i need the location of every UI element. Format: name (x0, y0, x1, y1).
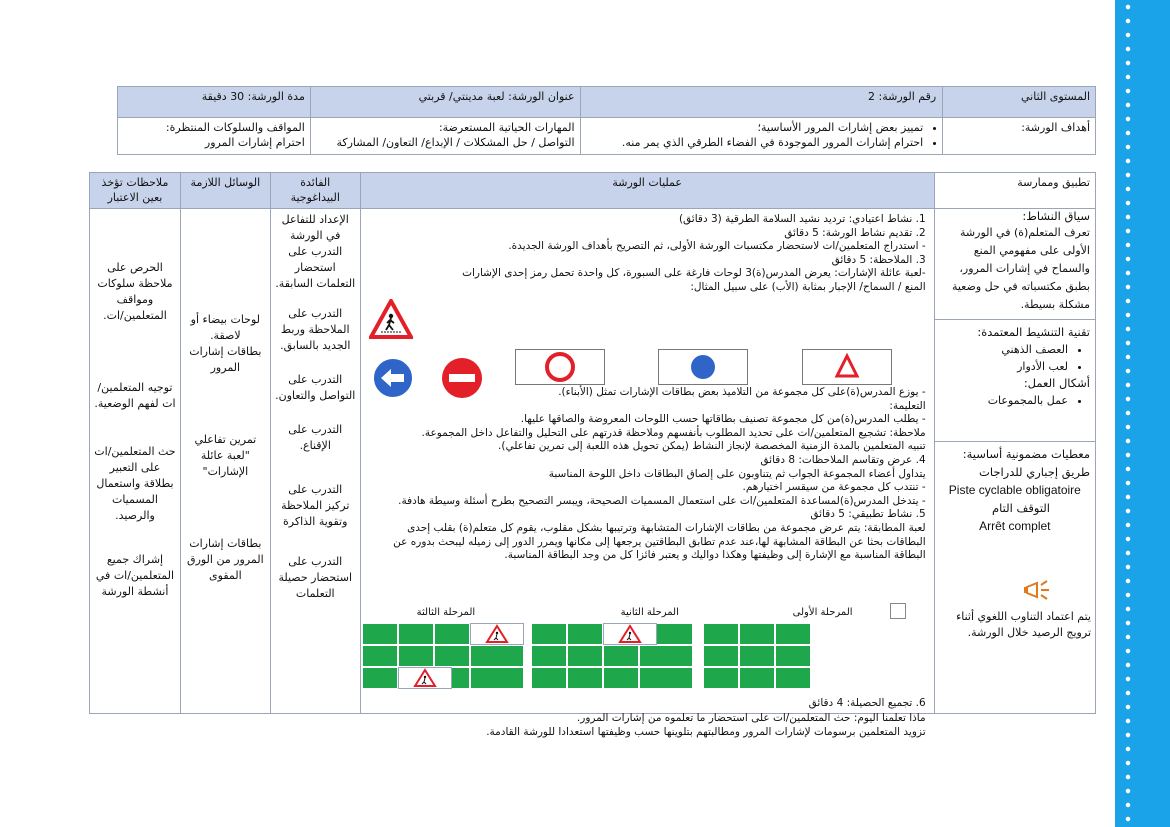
notes-header (90, 173, 181, 209)
decorative-dots (1125, 0, 1131, 827)
note-3: حث المتعلمين/ات على التعبير بطلاقة واستعمال المسميات والرصيد. (94, 445, 176, 522)
skills-label: المهارات الحياتية المستعرضة: (438, 121, 575, 134)
op-line: -لعبة عائلة الإشارات: يعرض المدرس(ة)3 لوحات فارغة على السبورة، كل واحدة تحمل رمز إحدى الإشارات (462, 267, 926, 280)
goals-cell (580, 118, 943, 155)
note-4: إشراك جميع المتعلمين/ات في أنشطة الورشة (95, 553, 175, 598)
benefit-1: الإعداد للتفاعل في الورشة (281, 213, 349, 242)
header-table (117, 86, 1096, 155)
language-note: يتم اعتماد التناوب اللغوي أثناء ترويج الرصيد خلال الورشة. (956, 610, 1091, 639)
forms-label: أشكال العمل: (1023, 376, 1090, 390)
skills: التواصل / حل المشكلات / الإبداع/ التعاون/ المشاركة (336, 136, 575, 149)
note-1: الحرص على ملاحظة سلوكات ومواقف المتعلمين/ات. (97, 261, 173, 322)
context-block (935, 209, 1095, 319)
means-3: تمرين تفاعلي "لعبة عائلة الإشارات" (194, 433, 257, 478)
pedestrian-card-icon (470, 623, 524, 645)
operations-text-a (462, 213, 926, 295)
note-2: توجيه المتعلمين/ات لفهم الوضعية. (94, 381, 176, 410)
benefit-6: التدرب على تركيز الملاحظة وتقوية الذاكرة (281, 483, 350, 528)
phase-3-label: المرحلة الثالثة (416, 607, 476, 618)
benefit-cell (270, 209, 360, 714)
op-line: 6. تجميع الحصيلة: 4 دقائق (808, 697, 926, 709)
attitudes: احترام إشارات المرور (204, 136, 305, 149)
means-header (180, 173, 270, 209)
op-line: المنع / السماح/ الإجبار بمثابة (الأب) على سبيل المثال: (690, 280, 926, 293)
level-cell (943, 87, 1096, 118)
level: المستوى الثاني (1021, 90, 1090, 103)
op-line: - يتدخل المدرس(ة)لمساعدة المتعلمين/ات على استعمال المسميات الصحيحة، ويبسر التصحيح بطرح أسئلة وسيطة هادفة. (398, 494, 926, 507)
workshop-no-cell (580, 87, 943, 118)
workshop-no: رقم الورشة: 2 (868, 90, 937, 103)
content-fr1: Piste cyclable obligatoire (948, 483, 1081, 497)
attitudes-label: المواقف والسلوكات المنتظرة: (165, 121, 305, 134)
op-line: 3. الملاحظة: 5 دقائق (831, 253, 926, 266)
benefit-header (270, 173, 360, 209)
op-line: 5. نشاط تطبيقي: 5 دقائق (810, 508, 926, 521)
warning-board (802, 349, 892, 385)
technique-item: • العصف الذهني (940, 341, 1068, 358)
phase-2-label: المرحلة الثانية (620, 607, 679, 618)
main-table (89, 172, 1096, 738)
operations-text-c (809, 697, 926, 711)
content-fr2: Arrêt complet (979, 519, 1051, 533)
op-line: البطاقة المناسبة مع الإشارة إلى وظيفتها وهكذا دواليك و يعتبر فائزا كل من وجد البطاقة المناسبة. (504, 549, 926, 562)
operations-text-b (393, 386, 925, 563)
op-line: ملاحظة: تشجيع المتعلمين/ات على تحديد المطلوب بأنفسهم وملاحظة قدرتهم على التحليل والتفاعل داخل المجموعة. (421, 426, 926, 439)
goals-label-cell (943, 118, 1096, 155)
op-line: يتداول أعضاء المجموعة الجواب ثم يتناوبون على إلصاق البطاقات داخل اللوحة المناسبة (548, 467, 926, 480)
op-line: 1. نشاط اعتيادي: ترديد نشيد السلامة الطرقية (3 دقائق) (678, 213, 926, 225)
skills-cell (310, 118, 580, 155)
notes-title: ملاحظات تؤخذ بعين الاعتبار (101, 176, 169, 204)
duration: مدة الورشة: 30 دقيقة (201, 90, 305, 103)
op-line: التعليمة: (889, 399, 926, 412)
attitudes-cell (118, 118, 311, 155)
pedestrian-card-icon (603, 623, 657, 645)
content-ar1: طريق إجباري للدراجات (979, 465, 1090, 479)
technique-item: • لعب الأدوار (940, 358, 1068, 375)
apply-header (934, 173, 1095, 209)
means-4: بطاقات إشارات المرور من الورق المقوى (187, 537, 264, 582)
operations-header (360, 173, 934, 209)
apply-title: تطبيق وممارسة (1017, 176, 1090, 189)
op-line: البطاقات بحثا عن البطاقة المشابهة لها،عند عدم تطابق البطاقتين يرجعها إلى مكانها ويمرر الدور إلى زميله ليبحث بدوره عن (393, 535, 926, 548)
goal-item: • تمييز بعض إشارات المرور الأساسية؛ (586, 120, 924, 135)
pedestrian-warning-sign (369, 299, 413, 343)
phase-3-cards (362, 623, 524, 689)
mandatory-board (658, 349, 748, 385)
content-block (935, 445, 1095, 535)
goal-item: • احترام إشارات المرور الموجودة في الفضاء الطرقي الذي يمر منه. (586, 135, 924, 150)
operations-cell (360, 209, 934, 738)
context-text: تعرف المتعلم(ة) في الورشة الأولى على مفهومي المنع والسماح في إشارات المرور، بطبق مكتسباته في حل وضعية مشكلة بسيطة. (951, 226, 1090, 311)
means-title: الوسائل اللازمة (190, 176, 261, 189)
phase-2-grid (531, 623, 693, 689)
operations-title: عمليات الورشة (612, 176, 682, 189)
right-info-cell (934, 209, 1095, 714)
op-line: تزويد المتعلمين برسومات لإشارات المرور ومطالبتهم بتلوينها حسب وظيفتها استعدادا للورشة القادمة. (486, 725, 926, 738)
op-line: تنبيه المتعلمين بالمدة الزمنية المخصصة لإنجاز النشاط (يمكن تحويل هذه اللعبة إلى تمرين تفاعلي). (498, 440, 926, 453)
op-line: - استدراج المتعلمين/ات لاستحضار مكتسبات الورشة الأولى، ثم التصريح بأهداف الورشة الجديدة. (508, 240, 926, 253)
phase-1-label: المرحلة الأولى (792, 607, 853, 618)
op-line: ماذا تعلمنا اليوم: حث المتعلمين/ات على استحضار ما تعلموه من إشارات المرور. (576, 712, 926, 724)
benefit-2: التدرب على استحضار التعلمات السابقة. (275, 245, 356, 290)
op-line: - يوزع المدرس(ة)على كل مجموعة من التلاميذ بعض بطاقات الإشارات تمثل (الأبناء). (558, 386, 926, 398)
pedestrian-card-icon (398, 667, 452, 689)
means-cell (180, 209, 270, 714)
content-label: معطيات مضمونية أساسية: (962, 447, 1090, 461)
technique-block (935, 323, 1095, 409)
notes-cell (90, 209, 181, 714)
phase-1-checkbox (890, 603, 906, 619)
operations-text-d (486, 712, 925, 739)
megaphone-icon (1023, 579, 1051, 605)
means-2: بطاقات إشارات المرور (189, 345, 262, 374)
op-line: - تنتدب كل مجموعة من سيقسر اختيارهم. (742, 481, 926, 494)
technique-label: تقنية التنشيط المعتمدة: (977, 325, 1090, 339)
context-label: سياق النشاط: (1022, 209, 1090, 223)
benefit-3: التدرب على الملاحظة وربط الجديد بالسابق. (280, 307, 351, 352)
benefit-5: التدرب على الإقناع. (288, 423, 343, 452)
benefit-title: الفائدة البيداغوجية (290, 176, 340, 204)
decorative-stripe (1115, 0, 1170, 827)
content-ar2: التوقف التام (992, 501, 1050, 515)
benefit-7: التدرب على استحضار حصيلة التعلمات (278, 555, 353, 600)
workshop-title: عنوان الورشة: لعبة مدينتي/ قربتي (418, 90, 575, 103)
prohibition-board (515, 349, 605, 385)
workshop-title-cell (310, 87, 580, 118)
op-line: 2. تقديم نشاط الورشة: 5 دقائق (784, 226, 926, 239)
phase-1-grid (703, 623, 811, 689)
op-line: - يطلب المدرس(ة)من كل مجموعة تصنيف بطاقاتها حسب اللوحات المعروضة والصاقها عليها. (520, 413, 926, 426)
forms-item: • عمل بالمجموعات (940, 392, 1068, 409)
benefit-4: التدرب على التواصل والتعاون. (275, 373, 356, 402)
goals-label: أهداف الورشة: (1021, 121, 1090, 134)
means-1: لوحات بيضاء أو لاصقة. (190, 313, 261, 342)
op-line: 4. عرض وتقاسم الملاحظات: 8 دقائق (760, 453, 926, 466)
duration-cell (118, 87, 311, 118)
op-line: لعبة المطابقة: يتم عرض مجموعة من بطاقات الإشارات المتشابهة وترتيبها بشكل مقلوب، يقوم كل متعلم(ة) بقلب إحدى (407, 521, 926, 534)
